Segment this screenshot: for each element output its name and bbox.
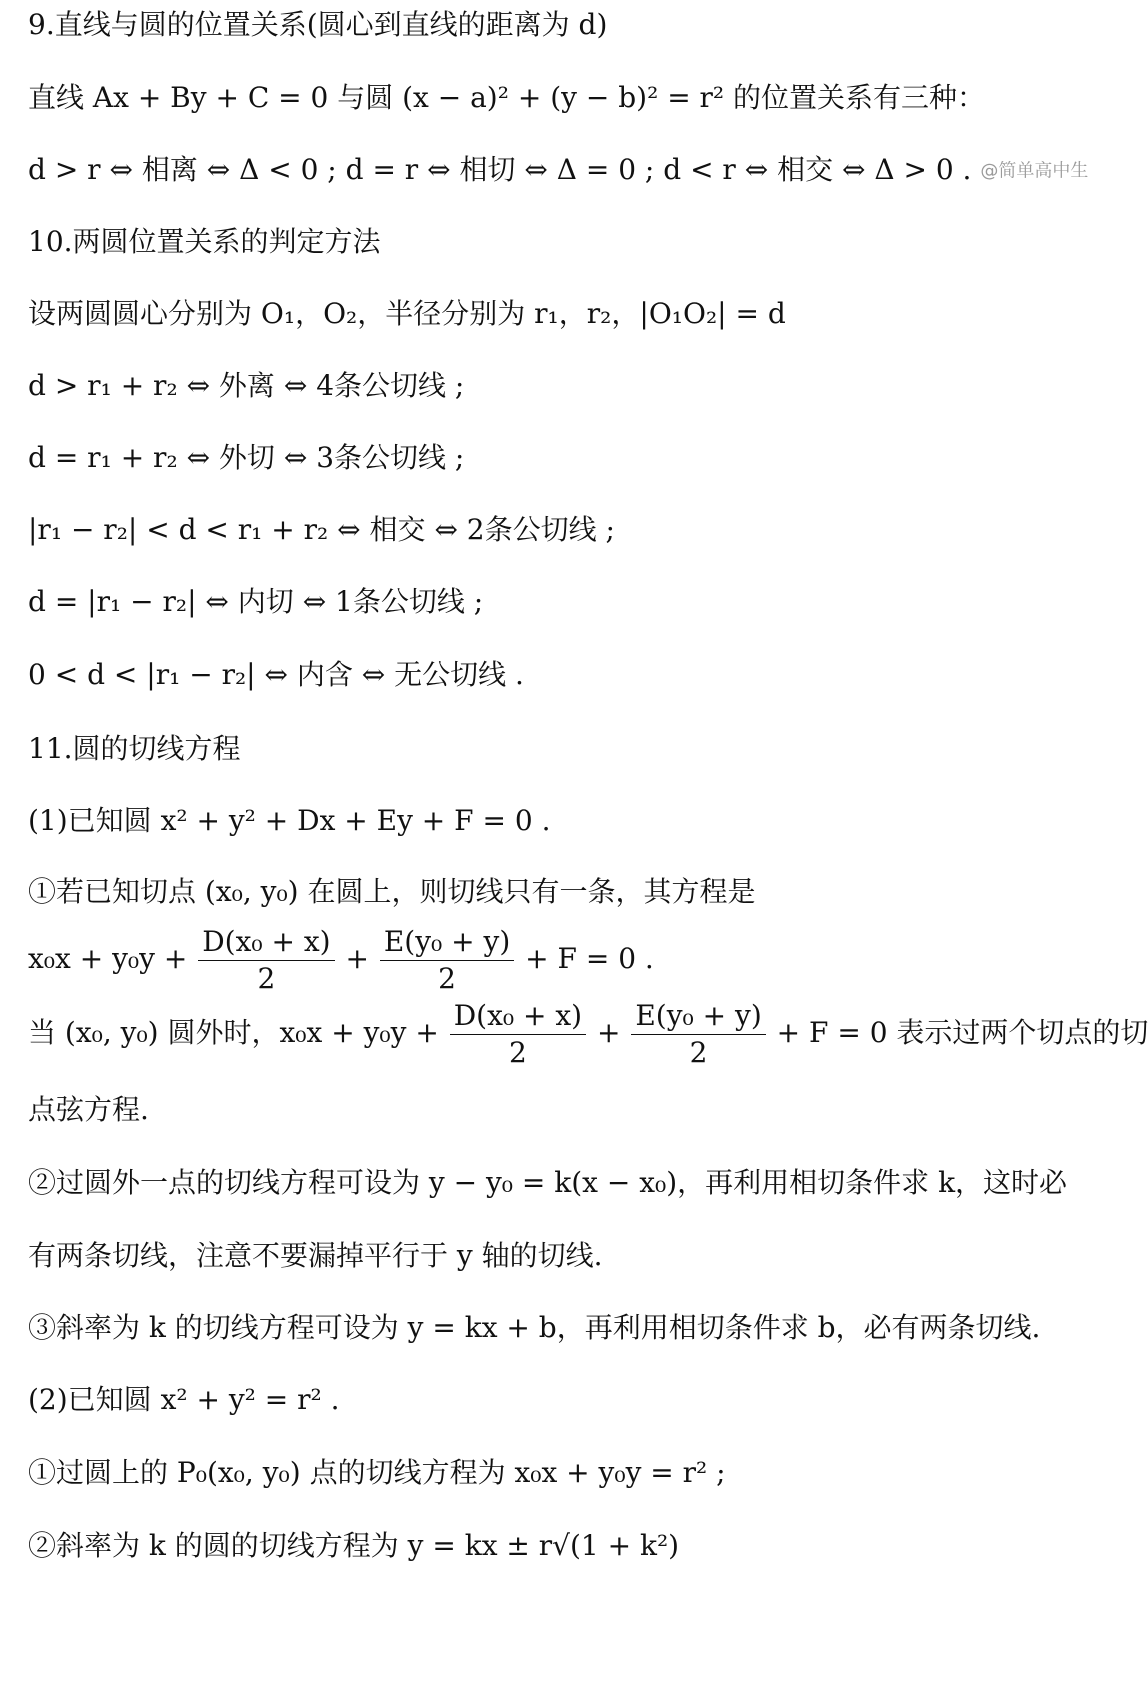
chord-eq-lead: 当 (x₀, y₀) 圆外时，x₀x + y₀y +: [28, 1016, 448, 1049]
tangent-equation-general: [28, 924, 1060, 997]
case-external-separation: d > r₁ + r₂ ⇔ 外离 ⇔ 4条公切线 ;: [28, 369, 465, 402]
line-slope-k-tangent: ③斜率为 k 的切线方程可设为 y = kx + b，再利用相切条件求 b，必有两条切线.: [28, 1311, 1041, 1344]
chord-fraction-d-denominator: 2: [508, 1036, 527, 1069]
line-circle-centered-origin: (2)已知圆 x² + y² = r² .: [28, 1383, 340, 1416]
chord-fraction-d: [450, 998, 586, 1071]
line-distance-conditions: [28, 150, 1089, 192]
fraction-e-numerator: E(y₀ + y): [380, 924, 514, 961]
chord-fraction-e-numerator: E(y₀ + y): [631, 998, 765, 1035]
chord-of-contact-equation: [28, 998, 1148, 1071]
watermark: @简单高中生: [980, 160, 1089, 182]
chord-eq-tail: + F = 0 表示过两个切点的切: [767, 1016, 1148, 1049]
line-general-circle: (1)已知圆 x² + y² + Dx + Ey + F = 0 .: [28, 804, 551, 837]
line-chord-equation-end: 点弦方程.: [28, 1093, 149, 1126]
line-tangent-point-on-circle: ①若已知切点 (x₀, y₀) 在圆上，则切线只有一条，其方程是: [28, 875, 756, 908]
case-contained: 0 < d < |r₁ − r₂| ⇔ 内含 ⇔ 无公切线 .: [28, 658, 524, 691]
distance-conditions-text: d > r ⇔ 相离 ⇔ Δ < 0 ; d = r ⇔ 相切 ⇔ Δ = 0 ; d < r ⇔ 相交 ⇔ Δ > 0 .: [28, 153, 972, 186]
chord-fraction-d-numerator: D(x₀ + x): [450, 998, 586, 1035]
fraction-e: [380, 924, 514, 997]
chord-fraction-e: [631, 998, 765, 1071]
tangent-eq-plus: +: [336, 942, 378, 975]
section-11-title: 11.圆的切线方程: [28, 732, 241, 765]
tangent-eq-tail: + F = 0 .: [516, 942, 654, 975]
line-circle-position-intro: 直线 Ax + By + C = 0 与圆 (x − a)² + (y − b)² = r² 的位置关系有三种：: [28, 81, 986, 114]
tangent-eq-lead: x₀x + y₀y +: [28, 942, 197, 975]
line-two-tangents-note: 有两条切线，注意不要漏掉平行于 y 轴的切线.: [28, 1239, 603, 1272]
section-10-title: 10.两圆位置关系的判定方法: [28, 225, 381, 258]
section-9-title: 9.直线与圆的位置关系(圆心到直线的距离为 d): [28, 8, 608, 41]
chord-eq-plus: +: [588, 1016, 630, 1049]
case-intersecting: |r₁ − r₂| < d < r₁ + r₂ ⇔ 相交 ⇔ 2条公切线 ;: [28, 513, 615, 546]
line-two-circles-setup: 设两圆圆心分别为 O₁，O₂，半径分别为 r₁，r₂，|O₁O₂| = d: [28, 297, 786, 330]
fraction-e-denominator: 2: [438, 962, 456, 995]
case-external-tangent: d = r₁ + r₂ ⇔ 外切 ⇔ 3条公切线 ;: [28, 441, 465, 474]
fraction-d: [198, 924, 334, 997]
case-internal-tangent: d = |r₁ − r₂| ⇔ 内切 ⇔ 1条公切线 ;: [28, 585, 484, 618]
chord-fraction-e-denominator: 2: [689, 1036, 708, 1069]
fraction-d-numerator: D(x₀ + x): [198, 924, 334, 961]
line-tangent-slope-k: ②斜率为 k 的圆的切线方程为 y = kx ± r√(1 + k²): [28, 1529, 680, 1562]
line-tangent-at-p0: ①过圆上的 P₀(x₀, y₀) 点的切线方程为 x₀x + y₀y = r² ;: [28, 1456, 726, 1489]
line-external-point-tangent: ②过圆外一点的切线方程可设为 y − y₀ = k(x − x₀)，再利用相切条件求 k，这时必: [28, 1166, 1068, 1199]
fraction-d-denominator: 2: [257, 962, 276, 995]
